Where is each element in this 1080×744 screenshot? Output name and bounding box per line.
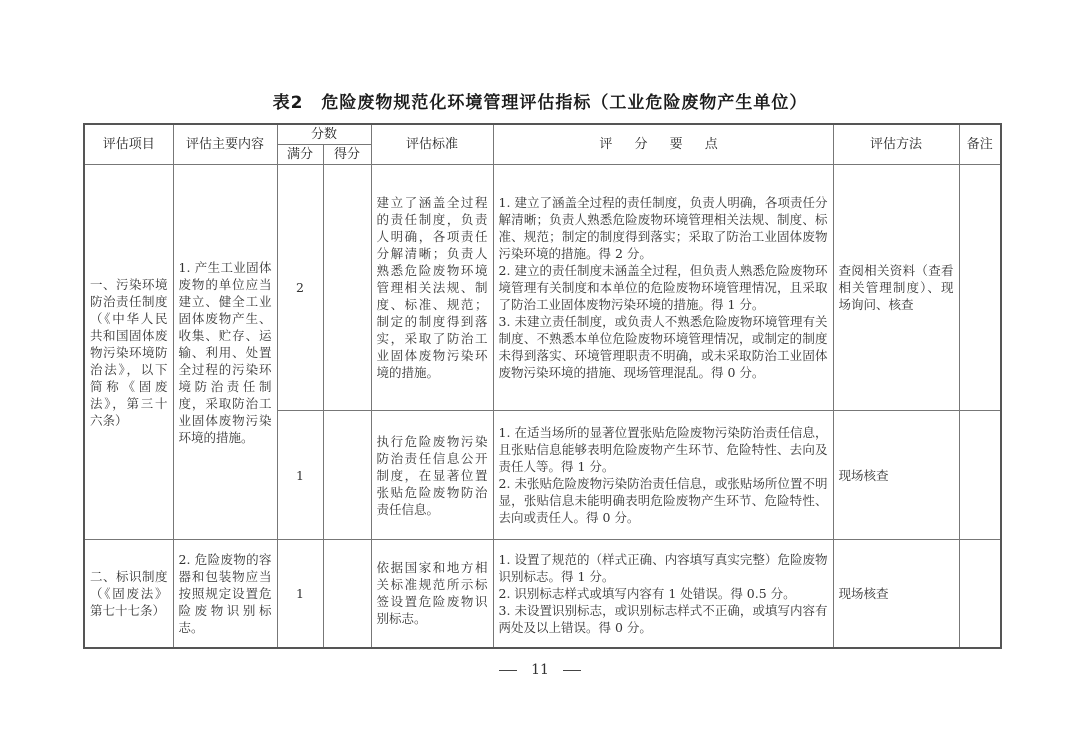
header-row	[84, 124, 1001, 145]
full-score: 1	[277, 411, 323, 540]
header-standard: 评估标准	[371, 124, 493, 165]
scoring-points	[493, 540, 833, 648]
scoring-point: 2. 未张贴危险废物污染防治责任信息，或张贴场所位置不明显，张贴信息未能明确表明危险废物产生环节、危险特性、去向或责任人。得 0 分。	[498, 476, 828, 525]
header-points: 评 分 要 点	[493, 124, 833, 165]
got-score-cell[interactable]	[323, 540, 371, 648]
header-full-score: 满分	[277, 145, 323, 165]
table-row	[84, 165, 1001, 411]
remark-cell[interactable]	[959, 540, 1001, 648]
scoring-points	[493, 411, 833, 540]
eval-standard: 依据国家和地方相关标准规范所示标签设置危险废物识别标志。	[371, 540, 493, 648]
dash-left	[499, 670, 517, 671]
eval-method: 查阅相关资料（查看相关管理制度）、现场询问、核查	[833, 165, 959, 411]
dash-right	[563, 670, 581, 671]
scoring-point: 3. 未建立责任制度，或负责人不熟悉危险废物环境管理有关制度、不熟悉本单位危险废物环境管理情况，或制定的制度未得到落实、环境管理职责不明确，或未采取防治工业固体废物污染环境的措施、现场管理混乱。得 0 分。	[498, 314, 828, 380]
remark-cell[interactable]	[959, 411, 1001, 540]
eval-standard: 执行危险废物污染防治责任信息公开制度，在显著位置张贴危险废物防治责任信息。	[371, 411, 493, 540]
eval-standard: 建立了涵盖全过程的责任制度，负责人明确，各项责任分解清晰；负责人熟悉危险废物环境管理相关法规、制度、标准、规范；制定的制度得到落实，采取了防治工业固体废物污染环境的措施。	[371, 165, 493, 411]
eval-content: 1. 产生工业固体废物的单位应当建立、健全工业固体废物产生、收集、贮存、运输、利用、处置全过程的污染环境防治责任制度，采取防治工业固体废物污染环境的措施。	[173, 165, 277, 540]
eval-item: 一、污染环境防治责任制度（《中华人民共和国固体废物污染环境防治法》，以下简称《固废法》，第三十六条）	[84, 165, 173, 540]
page-number	[0, 662, 1080, 678]
header-item: 评估项目	[84, 124, 173, 165]
full-score: 1	[277, 540, 323, 648]
header-method: 评估方法	[833, 124, 959, 165]
eval-item: 二、标识制度（《固废法》第七十七条）	[84, 540, 173, 648]
remark-cell[interactable]	[959, 165, 1001, 411]
scoring-point: 1. 设置了规范的（样式正确、内容填写真实完整）危险废物识别标志。得 1 分。	[498, 551, 828, 584]
evaluation-table	[83, 123, 1002, 649]
scoring-point: 2. 识别标志样式或填写内容有 1 处错误。得 0.5 分。	[498, 585, 796, 601]
scoring-point: 2. 建立的责任制度未涵盖全过程，但负责人熟悉危险废物环境管理有关制度和本单位的危险废物环境管理情况，且采取了防治工业固体废物污染环境的措施。得 1 分。	[498, 263, 828, 312]
header-remark: 备注	[959, 124, 1001, 165]
header-got-score: 得分	[323, 145, 371, 165]
header-score: 分数	[277, 124, 371, 145]
table-title: 表2 危险废物规范化环境管理评估指标（工业危险废物产生单位）	[272, 93, 808, 113]
table-row	[84, 540, 1001, 648]
eval-method: 现场核查	[833, 540, 959, 648]
page-number-text: 11	[531, 662, 549, 678]
got-score-cell[interactable]	[323, 165, 371, 411]
full-score: 2	[277, 165, 323, 411]
eval-method: 现场核查	[833, 411, 959, 540]
scoring-point: 3. 未设置识别标志，或识别标志样式不正确，或填写内容有两处及以上错误。得 0 分。	[498, 602, 828, 635]
scoring-point: 1. 建立了涵盖全过程的责任制度，负责人明确，各项责任分解清晰；负责人熟悉危险废物环境管理相关法规、制度、标准、规范；制定的制度得到落实；采取了防治工业固体废物污染环境的措施。得 2 分。	[498, 195, 828, 261]
got-score-cell[interactable]	[323, 411, 371, 540]
scoring-points	[493, 165, 833, 411]
header-content: 评估主要内容	[173, 124, 277, 165]
scoring-point: 1. 在适当场所的显著位置张贴危险废物污染防治责任信息，且张贴信息能够表明危险废物产生环节、危险特性、去向及责任人等。得 1 分。	[498, 425, 828, 474]
eval-content: 2. 危险废物的容器和包装物应当按照规定设置危险废物识别标志。	[173, 540, 277, 648]
